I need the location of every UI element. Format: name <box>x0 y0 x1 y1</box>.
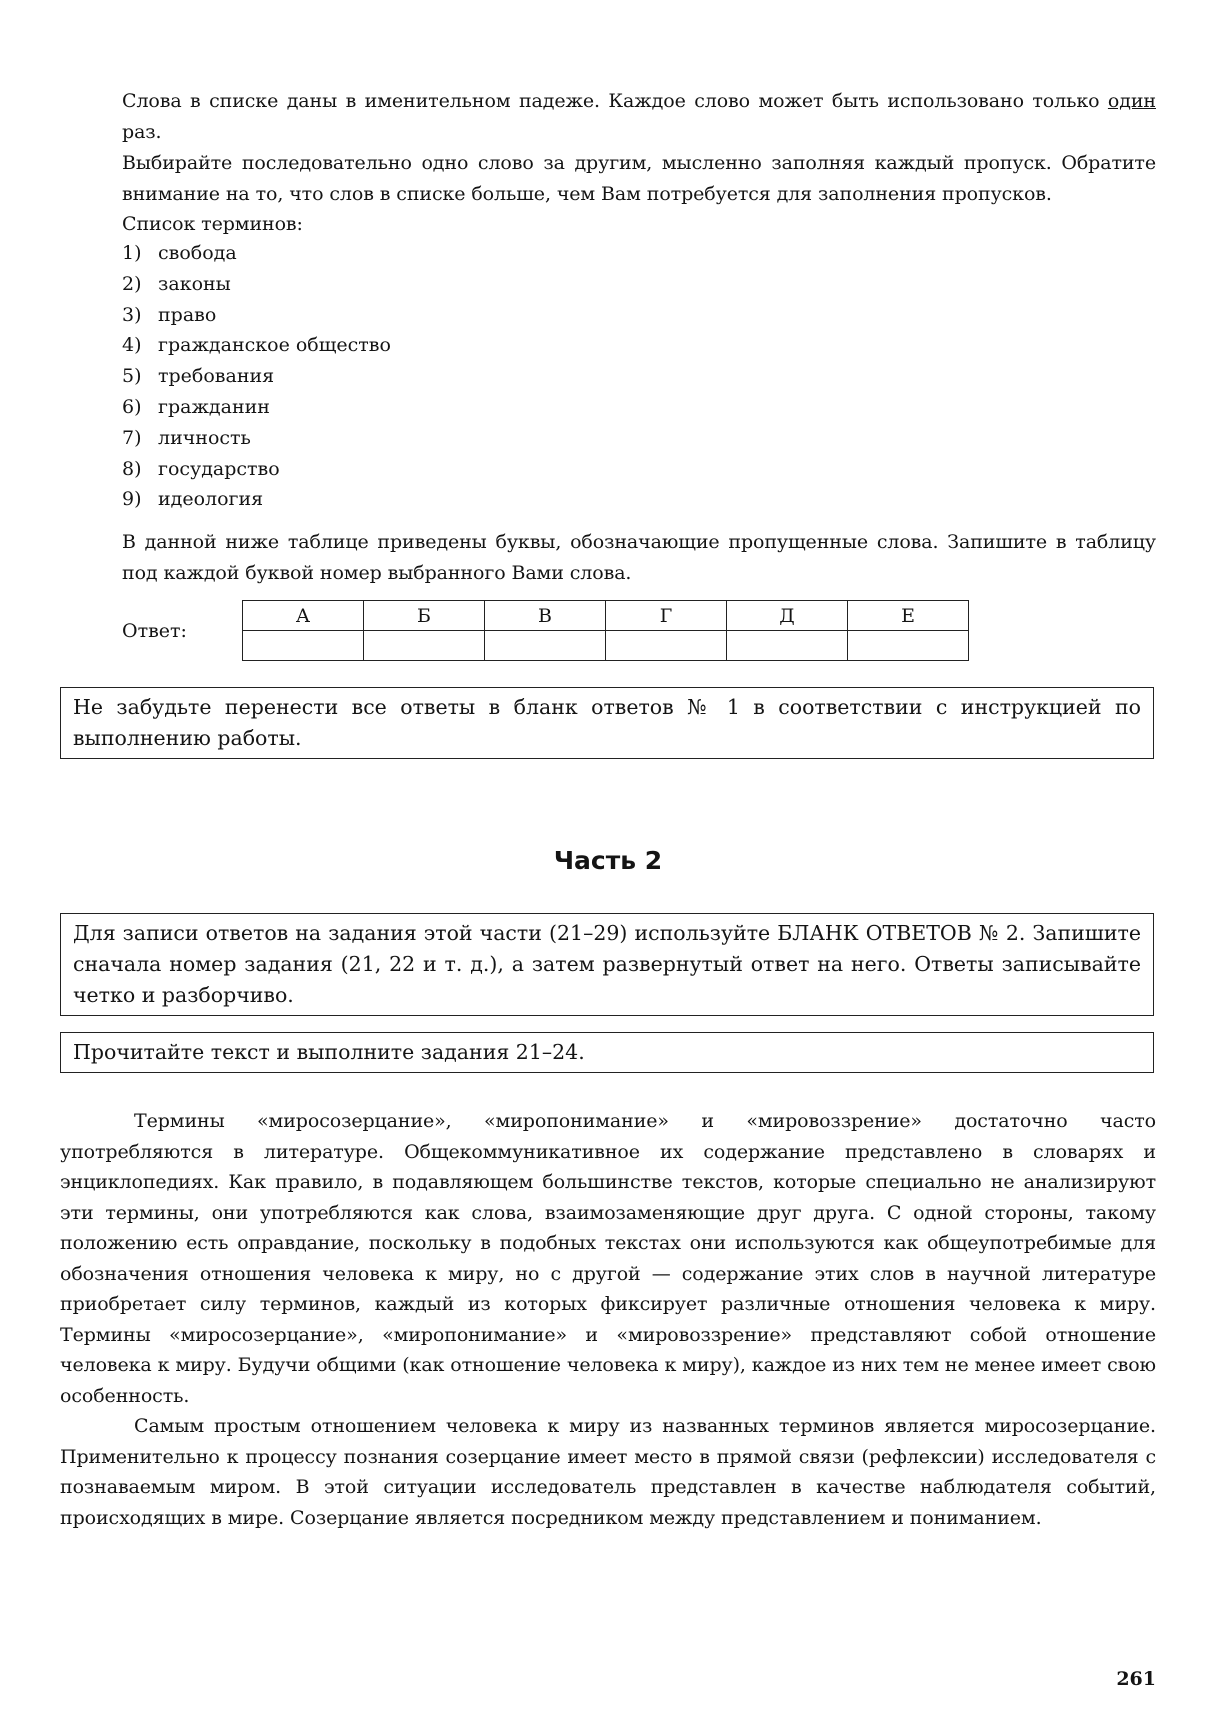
reminder-box: Не забудьте перенести все ответы в бланк ответов № 1 в соответствии с инструкцией по выполнению работы. <box>60 687 1154 759</box>
answer-cell-e[interactable] <box>848 631 969 661</box>
text-paragraph: Самым простым отношением человека к миру из названных терминов является миросозерцание. Применительно к процессу познания созерцание имеет место в прямой связи (рефлексии) исследователя с познаваемым миром. В этой ситуации исследователь представлен в качестве наблюдателя событий, происходящих в мире. Созерцание является посредником между представлением и пониманием. <box>60 1415 1156 1529</box>
answer-cell-g[interactable] <box>606 631 727 661</box>
term-item <box>122 238 722 269</box>
text-paragraph: Термины «миросозерцание», «миропонимание» и «мировоззрение» достаточно часто употребляются в литературе. Общекоммуникативное их содержание представлено в словарях и энциклопедиях. Как правило, в подавляющем большинстве текстов, которые специально не анализируют эти термины, они употребляются как слова, взаимозаменяющие друг друга. С одной стороны, такому положению есть оправдание, поскольку в подобных текстах они используются как общеупотребимые для обозначения отношения человека к миру, но с другой — содержание этих слов в научной литературе приобретает силу терминов, каждый из которых фиксирует различные отношения человека к миру. Термины «миросозерцание», «миропонимание» и «мировоззрение» представляют собой отношение человека к миру. Будучи общими (как отношение человека к миру), каждое из них тем не менее имеет свою особенность. <box>60 1110 1156 1407</box>
answer-letters-row <box>243 601 969 631</box>
answer-cell-d[interactable] <box>727 631 848 661</box>
part2-instructions-box: Для записи ответов на задания этой части (21–29) используйте БЛАНК ОТВЕТОВ № 2. Запишите сначала номер задания (21, 22 и т. д.), а затем развернутый ответ на него. Ответы записывайте четко и разборчиво. <box>60 913 1154 1016</box>
letter-cell: Б <box>364 601 485 631</box>
terms-list <box>122 238 722 515</box>
letter-cell: А <box>243 601 364 631</box>
term-label: гражданское общество <box>158 334 391 357</box>
term-number: 2) <box>122 272 142 295</box>
term-item <box>122 330 722 361</box>
intro-rule <box>122 86 1156 147</box>
term-item <box>122 392 722 423</box>
term-item <box>122 423 722 454</box>
term-label: требования <box>158 365 275 388</box>
term-number: 3) <box>122 303 142 326</box>
letter-cell: Д <box>727 601 848 631</box>
term-item <box>122 361 722 392</box>
letter-cell: В <box>485 601 606 631</box>
answer-cell-b[interactable] <box>364 631 485 661</box>
intro-instruction: Выбирайте последовательно одно слово за другим, мысленно заполняя каждый пропуск. Обратите внимание на то, что слов в списке больше, чем Вам потребуется для заполнения пропусков. <box>122 152 1156 205</box>
intro-text-end: раз. <box>122 120 162 143</box>
term-item <box>122 454 722 485</box>
answer-cell-v[interactable] <box>485 631 606 661</box>
answer-cell-a[interactable] <box>243 631 364 661</box>
term-number: 4) <box>122 334 142 357</box>
term-label: идеология <box>158 488 264 511</box>
term-number: 6) <box>122 395 142 418</box>
table-instruction: В данной ниже таблице приведены буквы, обозначающие пропущенные слова. Запишите в таблицу под каждой буквой номер выбранного Вами слова. <box>122 531 1156 584</box>
page-number: 261 <box>1116 1668 1156 1690</box>
terms-list-heading: Список терминов: <box>122 213 303 235</box>
term-number: 9) <box>122 488 142 511</box>
term-number: 1) <box>122 242 142 264</box>
underlined-word: один <box>1107 90 1156 112</box>
answer-values-row <box>243 631 969 661</box>
term-number: 8) <box>122 457 142 480</box>
term-number: 7) <box>122 426 142 449</box>
term-label: гражданин <box>158 395 270 418</box>
term-label: право <box>158 303 217 326</box>
term-label: законы <box>158 272 231 295</box>
letter-cell: Г <box>606 601 727 631</box>
term-item <box>122 300 722 331</box>
term-item <box>122 484 722 515</box>
answer-label: Ответ: <box>122 620 187 642</box>
letter-cell: Е <box>848 601 969 631</box>
term-label: личность <box>158 426 251 449</box>
part-title: Часть 2 <box>553 846 663 875</box>
task-box: Прочитайте текст и выполните задания 21–24. <box>60 1032 1154 1073</box>
term-label: государство <box>158 457 280 480</box>
answer-table <box>242 600 969 661</box>
term-item <box>122 269 722 300</box>
term-label: свобода <box>158 242 237 264</box>
reading-text <box>60 1106 1156 1533</box>
term-number: 5) <box>122 365 142 388</box>
intro-text: Слова в списке даны в именительном падеже. Каждое слово может быть использовано только <box>122 90 1108 112</box>
